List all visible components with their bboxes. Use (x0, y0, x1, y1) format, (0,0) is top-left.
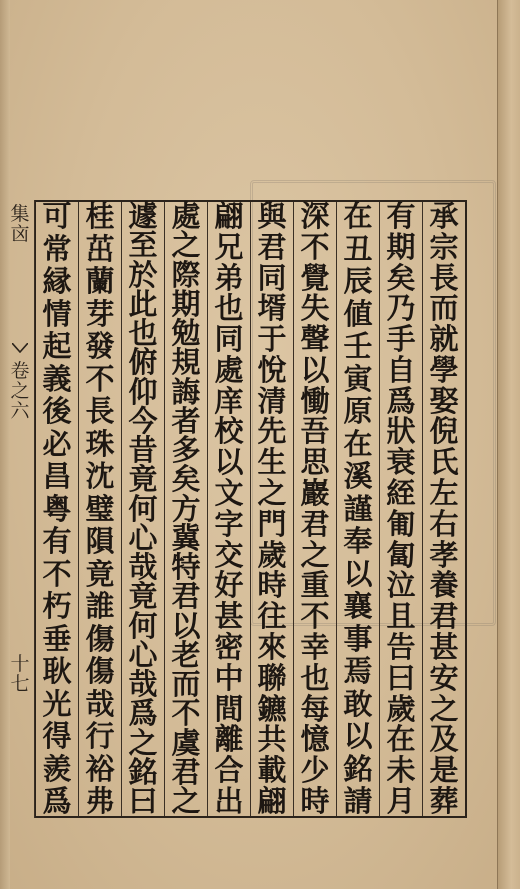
text-column: 翩 兄 弟 也 同 處 庠 校 以 文 字 交 好 甚 密 中 間 離 合 出 (214, 199, 244, 818)
banxin-juan: 卷 之 六 (10, 360, 30, 422)
text-column: 深 不 覺 失 聲 以 慟 吾 思 巖 君 之 重 不 幸 也 每 憶 少 時 (300, 199, 330, 818)
page-fold-edge (497, 0, 520, 889)
column-rule (207, 202, 208, 816)
column-rule (250, 202, 251, 816)
column-rule (422, 202, 423, 816)
text-column: 有 期 矣 乃 手 自 爲 狀 衰 絰 匍 匐 泣 且 告 曰 歲 在 未 月 (386, 199, 416, 818)
column-rule (164, 202, 165, 816)
text-column: 可 常 縁 情 起 義 後 必 昌 粤 有 不 朽 垂 耿 光 得 羨 爲 (42, 199, 72, 818)
banxin-title: 集 㐫 (10, 203, 30, 245)
text-column: 在 丑 辰 値 壬 寅 原 在 溪 謹 奉 以 襄 事 焉 敢 以 銘 請 (343, 199, 373, 818)
column-rule (121, 202, 122, 816)
column-rule (379, 202, 380, 816)
column-rule (336, 202, 337, 816)
column-rule (78, 202, 79, 816)
column-rule (293, 202, 294, 816)
text-column: 與 君 同 壻 于 悅 清 先 生 之 門 歲 時 往 來 聯 鑣 共 載 翩 (257, 199, 287, 818)
text-column: 處 之 際 期 勉 規 誨 者 多 矣 方 冀 特 君 以 老 而 不 虞 君 之 (171, 199, 201, 818)
text-column: 桂 茁 蘭 芽 發 不 長 珠 沈 璧 隕 竟 誰 傷 傷 哉 行 裕 弗 (85, 199, 115, 818)
banxin-page-number: 十 七 (10, 653, 30, 695)
text-column: 遽 至 於 此 也 俯 仰 今 昔 竟 何 心 哉 竟 何 心 哉 爲 之 銘 曰 (128, 199, 158, 818)
fishtail-mark-icon (12, 343, 28, 353)
banxin-margin (8, 200, 35, 818)
text-column: 承 宗 長 而 就 學 娶 倪 氏 左 右 孝 養 君 甚 安 之 及 是 葬 (429, 199, 459, 818)
